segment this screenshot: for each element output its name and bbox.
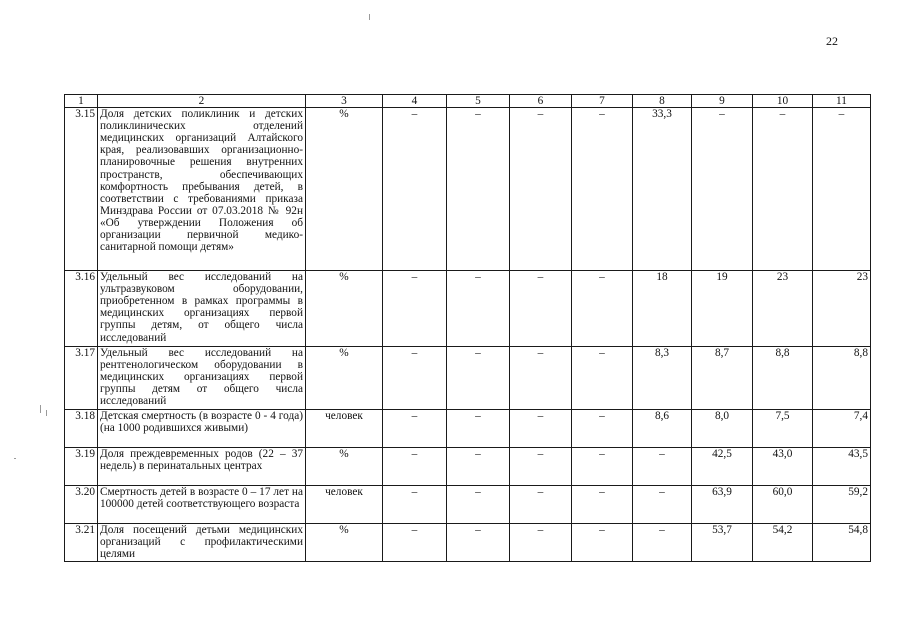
value-cell: – (572, 108, 633, 271)
row-number: 3.15 (65, 108, 98, 271)
value-cell: – (447, 410, 510, 448)
value-cell: – (572, 410, 633, 448)
value-cell: 54,8 (813, 524, 871, 562)
value-cell: – (447, 448, 510, 486)
column-header: 7 (572, 95, 633, 108)
column-header: 2 (98, 95, 306, 108)
value-cell: 7,4 (813, 410, 871, 448)
value-cell: – (383, 410, 447, 448)
value-cell: – (383, 271, 447, 347)
indicator-name: Удельный вес исследований на рентгенологическом оборудовании в медицинских организациях первой группы детям от общего числа исследований (98, 347, 306, 410)
indicator-name: Удельный вес исследований на ультразвуковом оборудовании, приобретенном в рамках программы в медицинских организациях первой группы детям, от общего числа исследований (98, 271, 306, 347)
value-cell: – (813, 108, 871, 271)
value-cell: 8,3 (633, 347, 692, 410)
unit: % (306, 448, 383, 486)
value-cell: 8,0 (692, 410, 753, 448)
value-cell: – (510, 271, 572, 347)
value-cell: – (383, 108, 447, 271)
value-cell: 7,5 (753, 410, 813, 448)
value-cell: – (383, 486, 447, 524)
indicators-table (64, 94, 871, 562)
value-cell: – (447, 524, 510, 562)
row-number: 3.20 (65, 486, 98, 524)
value-cell: 42,5 (692, 448, 753, 486)
row-number: 3.19 (65, 448, 98, 486)
table-row (65, 448, 871, 486)
value-cell: – (383, 347, 447, 410)
column-header: 11 (813, 95, 871, 108)
value-cell: – (510, 486, 572, 524)
value-cell: – (447, 347, 510, 410)
value-cell: – (572, 486, 633, 524)
row-number: 3.18 (65, 410, 98, 448)
value-cell: 63,9 (692, 486, 753, 524)
value-cell: 23 (813, 271, 871, 347)
column-header: 1 (65, 95, 98, 108)
unit: % (306, 524, 383, 562)
unit: % (306, 347, 383, 410)
column-header: 6 (510, 95, 572, 108)
column-header: 10 (753, 95, 813, 108)
value-cell: – (572, 271, 633, 347)
table-row (65, 271, 871, 347)
indicator-name: Доля преждевременных родов (22 – 37 недель) в перинатальных центрах (98, 448, 306, 486)
unit: человек (306, 410, 383, 448)
value-cell: – (383, 524, 447, 562)
indicator-name: Детская смертность (в возрасте 0 - 4 года) (на 1000 родившихся живыми) (98, 410, 306, 448)
value-cell: – (510, 448, 572, 486)
value-cell: 23 (753, 271, 813, 347)
value-cell: 54,2 (753, 524, 813, 562)
value-cell: 59,2 (813, 486, 871, 524)
value-cell: 8,6 (633, 410, 692, 448)
indicator-name: Доля детских поликлиник и детских поликлинических отделений медицинских организаций Алтайского края, реализовавших организационно-планировочные решения внутренних пространств, обеспечивающих комфортность пребывания детей, в соответствии с требованиями приказа Минздрава России от 07.03.2018 № 92н «Об утверждении Положения об организации первичной медико-санитарной помощи детям» (98, 108, 306, 271)
value-cell: – (633, 524, 692, 562)
value-cell: – (572, 347, 633, 410)
table-row (65, 486, 871, 524)
scan-mark (369, 14, 370, 20)
table-row (65, 410, 871, 448)
value-cell: 18 (633, 271, 692, 347)
value-cell: 33,3 (633, 108, 692, 271)
value-cell: 60,0 (753, 486, 813, 524)
value-cell: – (447, 271, 510, 347)
row-number: 3.17 (65, 347, 98, 410)
value-cell: – (383, 448, 447, 486)
value-cell: 19 (692, 271, 753, 347)
column-header: 3 (306, 95, 383, 108)
column-header: 8 (633, 95, 692, 108)
table-row (65, 347, 871, 410)
table-row (65, 524, 871, 562)
value-cell: 53,7 (692, 524, 753, 562)
page-number: 22 (826, 34, 838, 48)
scan-mark (14, 458, 16, 459)
value-cell: 8,8 (813, 347, 871, 410)
indicator-name: Смертность детей в возрасте 0 – 17 лет на 100000 детей соответствующего возраста (98, 486, 306, 524)
unit: человек (306, 486, 383, 524)
column-header: 9 (692, 95, 753, 108)
value-cell: – (633, 486, 692, 524)
value-cell: – (572, 448, 633, 486)
value-cell: 43,0 (753, 448, 813, 486)
unit: % (306, 271, 383, 347)
value-cell: – (633, 448, 692, 486)
row-number: 3.16 (65, 271, 98, 347)
unit: % (306, 108, 383, 271)
value-cell: 43,5 (813, 448, 871, 486)
scan-mark (40, 405, 41, 413)
value-cell: – (572, 524, 633, 562)
value-cell: – (447, 108, 510, 271)
indicator-name: Доля посещений детьми медицинских организаций с профилактическими целями (98, 524, 306, 562)
row-number: 3.21 (65, 524, 98, 562)
value-cell: 8,8 (753, 347, 813, 410)
column-header: 4 (383, 95, 447, 108)
value-cell: 8,7 (692, 347, 753, 410)
scan-mark (46, 410, 47, 416)
value-cell: – (510, 108, 572, 271)
value-cell: – (510, 347, 572, 410)
value-cell: – (692, 108, 753, 271)
column-header: 5 (447, 95, 510, 108)
table-header-row (65, 95, 871, 108)
table-row (65, 108, 871, 271)
value-cell: – (447, 486, 510, 524)
value-cell: – (753, 108, 813, 271)
value-cell: – (510, 410, 572, 448)
value-cell: – (510, 524, 572, 562)
